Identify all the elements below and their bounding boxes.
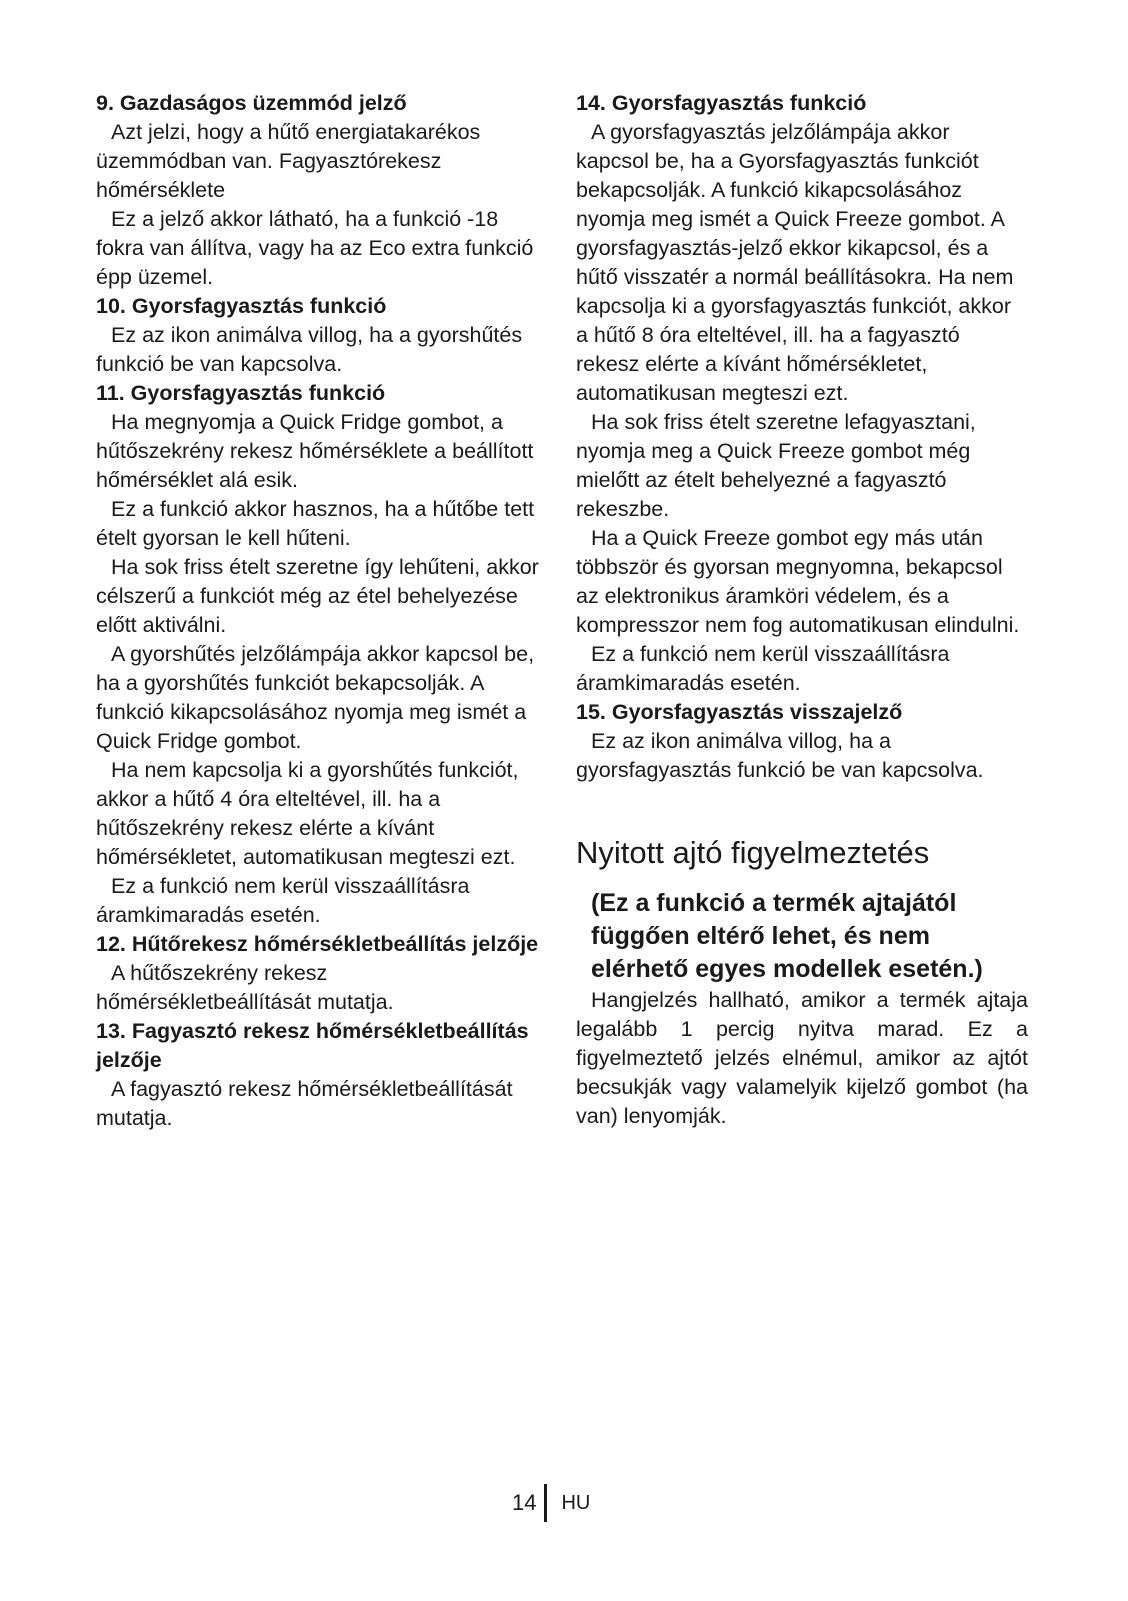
section-14-paragraph-1: A gyorsfagyasztás jelzőlámpája akkor kapcsol be, ha a Gyorsfagyasztás funkciót bekapcsolják. A funkció kikapcsolásához nyomja meg ismét a Quick Freeze gombot. A gyorsfagyasztás-jelző ekkor kikapcsol, és a hűtő visszatér a normál beállításokra. Ha nem kapcsolja ki a gyorsfagyasztás funkciót, akkor a hűtő 8 óra elteltével, ill. ha a fagyasztó rekesz elérte a kívánt hőmérsékletet, automatikusan megteszi ezt. — [576, 120, 1014, 405]
section-13-paragraph-1: A fagyasztó rekesz hőmérsékletbeállítását mutatja. — [96, 1077, 513, 1130]
right-column — [576, 89, 1028, 1131]
door-warning-subtitle: (Ez a funkció a termék ajtajától függően eltérő lehet, és nem elérhető egyes modellek esetén.) — [591, 889, 983, 983]
section-11-heading: 11. Gyorsfagyasztás funkció — [96, 381, 386, 405]
section-9-paragraph-1: Azt jelzi, hogy a hűtő energiatakarékos üzemmódban van. Fagyasztórekesz hőmérséklete — [96, 120, 481, 202]
section-9-heading: 9. Gazdaságos üzemmód jelző — [96, 91, 407, 115]
section-11-paragraph-5: Ha nem kapcsolja ki a gyorshűtés funkciót, akkor a hűtő 4 óra elteltével, ill. ha a hűtőszekrény rekesz elérte a kívánt hőmérsékletet, automatikusan megteszi ezt. — [96, 758, 519, 869]
section-14-heading: 14. Gyorsfagyasztás funkció — [576, 91, 867, 115]
section-9-paragraph-2: Ez a jelző akkor látható, ha a funkció -18 fokra van állítva, vagy ha az Eco extra funkció épp üzemel. — [96, 207, 534, 289]
door-warning-paragraph: Hangjelzés hallható, amikor a termék ajtaja legalább 1 percig nyitva marad. Ez a figyelmeztető jelzés elnémul, amikor az ajtót becsukják vagy valamelyik kijelző gombot (ha van) lenyomják. — [576, 988, 1028, 1128]
language-code: HU — [561, 1491, 591, 1514]
door-warning-title: Nyitott ajtó figyelmeztetés — [576, 835, 930, 870]
section-12-paragraph-1: A hűtőszekrény rekesz hőmérsékletbeállítását mutatja. — [96, 961, 394, 1014]
page-number: 14 — [512, 1490, 537, 1515]
section-15-heading: 15. Gyorsfagyasztás visszajelző — [576, 700, 903, 724]
page-footer — [512, 1484, 590, 1522]
left-column — [96, 89, 546, 1133]
section-14-paragraph-3: Ha a Quick Freeze gombot egy más után többször és gyorsan megnyomna, bekapcsol az elektronikus áramköri védelem, és a kompresszor nem fog automatikusan elindulni. — [576, 526, 1020, 637]
section-11-paragraph-2: Ez a funkció akkor hasznos, ha a hűtőbe tett ételt gyorsan le kell hűteni. — [96, 497, 535, 550]
section-11-paragraph-4: A gyorshűtés jelzőlámpája akkor kapcsol be, ha a gyorshűtés funkciót bekapcsolják. A funkció kikapcsolásához nyomja meg ismét a Quick Fridge gombot. — [96, 642, 535, 753]
section-15-paragraph-1: Ez az ikon animálva villog, ha a gyorsfagyasztás funkció be van kapcsolva. — [576, 729, 984, 782]
section-11-paragraph-3: Ha sok friss ételt szeretne így lehűteni, akkor célszerű a funkciót még az étel behelyezése előtt aktiválni. — [96, 555, 539, 637]
section-11-paragraph-6: Ez a funkció nem kerül visszaállításra áramkimaradás esetén. — [96, 874, 470, 927]
section-11-paragraph-1: Ha megnyomja a Quick Fridge gombot, a hűtőszekrény rekesz hőmérséklete a beállított hőmérséklet alá esik. — [96, 410, 534, 492]
section-14-paragraph-2: Ha sok friss ételt szeretne lefagyasztani, nyomja meg a Quick Freeze gombot még mielőtt az ételt behelyezné a fagyasztó rekeszbe. — [576, 410, 976, 521]
section-12-heading: 12. Hűtőrekesz hőmérsékletbeállítás jelzője — [96, 932, 539, 956]
footer-divider — [544, 1484, 547, 1522]
section-10-paragraph-1: Ez az ikon animálva villog, ha a gyorshűtés funkció be van kapcsolva. — [96, 323, 523, 376]
section-13-heading: 13. Fagyasztó rekesz hőmérsékletbeállítás jelzője — [96, 1019, 529, 1072]
section-10-heading: 10. Gyorsfagyasztás funkció — [96, 294, 387, 318]
section-14-paragraph-4: Ez a funkció nem kerül visszaállításra áramkimaradás esetén. — [576, 642, 950, 695]
